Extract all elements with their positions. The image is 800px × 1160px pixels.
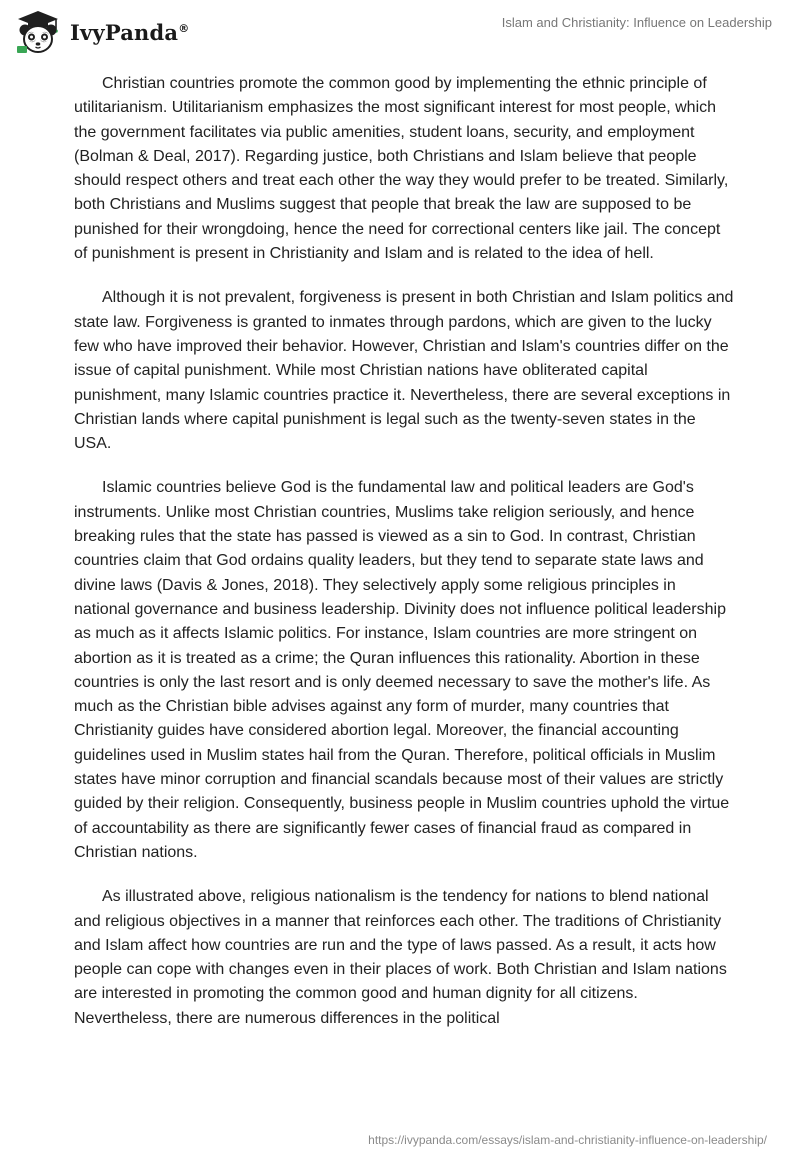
page-header — [0, 0, 800, 60]
paragraph-4: As illustrated above, religious nationalism is the tendency for nations to blend national and religious objectives in a manner that reinforces each other. The traditions of Christianity and Islam affect how countries are run and the type of laws passed. As a result, it acts how people can cope with changes even in their places of work. Both Christian and Islam nations are interested in promoting the common good and human dignity for all citizens. Nevertheless, there are numerous differences in the political — [74, 888, 727, 1027]
registered-mark: ® — [178, 21, 190, 35]
logo-name: IvyPanda — [70, 19, 179, 45]
document-title: Islam and Christianity: Influence on Leadership — [501, 15, 772, 30]
ivypanda-logo[interactable] — [14, 8, 189, 56]
panda-graduate-icon — [14, 8, 62, 56]
essay-body — [74, 72, 734, 1051]
paragraph-3: Islamic countries believe God is the fundamental law and political leaders are God's instruments. Unlike most Christian countries, Muslims take religion seriously, and hence breaking rules that the state has passed is viewed as a sin to God. In contrast, Christian countries claim that God ordains quality leaders, but they tend to separate state laws and divine laws (Davis & Jones, 2018). They selectively apply some religious principles in national governance and business leadership. Divinity does not influence political leadership as much as it affects Islamic politics. For instance, Islam countries are more stringent on abortion as it is treated as a crime; the Quran influences this rationality. Abortion in these countries is only the last resort and is only deemed necessary to save the mother's life. As much as the Christian bible advises against any form of murder, many countries that Christianity guides have considered abortion legal. Moreover, the financial accounting guidelines used in Muslim states hail from the Quran. Therefore, political officials in Muslim states have minor corruption and financial scandals because most of their values are strictly guided by their religion. Consequently, business people in Muslim countries uphold the virtue of accountability as there are significantly fewer cases of financial fraud as compared in Christian nations. — [74, 479, 730, 861]
logo-text — [70, 20, 189, 45]
paragraph-2: Although it is not prevalent, forgiveness is present in both Christian and Islam politics and state law. Forgiveness is granted to inmates through pardons, which are given to the lucky few who have improved their behavior. However, Christian and Islam's countries differ on the issue of capital punishment. While most Christian nations have obliterated capital punishment, many Islamic countries practice it. Nevertheless, there are several exceptions in Christian lands where capital punishment is legal such as the twenty-seven states in the USA. — [74, 289, 734, 453]
source-url[interactable]: https://ivypanda.com/essays/islam-and-christianity-influence-on-leadership/ — [368, 1133, 767, 1147]
paragraph-1: Christian countries promote the common good by implementing the ethnic principle of utilitarianism. Utilitarianism emphasizes the most significant interest for most people, which the government facilitates via public amenities, student loans, security, and employment (Bolman & Deal, 2017). Regarding justice, both Christians and Islam believe that people should respect others and treat each other the way they would prefer to be treated. Similarly, both Christians and Muslims suggest that people that break the law are supposed to be punished for their wrongdoing, hence the need for correctional centers like jail. The concept of punishment is present in Christianity and Islam and is related to the idea of hell. — [74, 75, 729, 263]
